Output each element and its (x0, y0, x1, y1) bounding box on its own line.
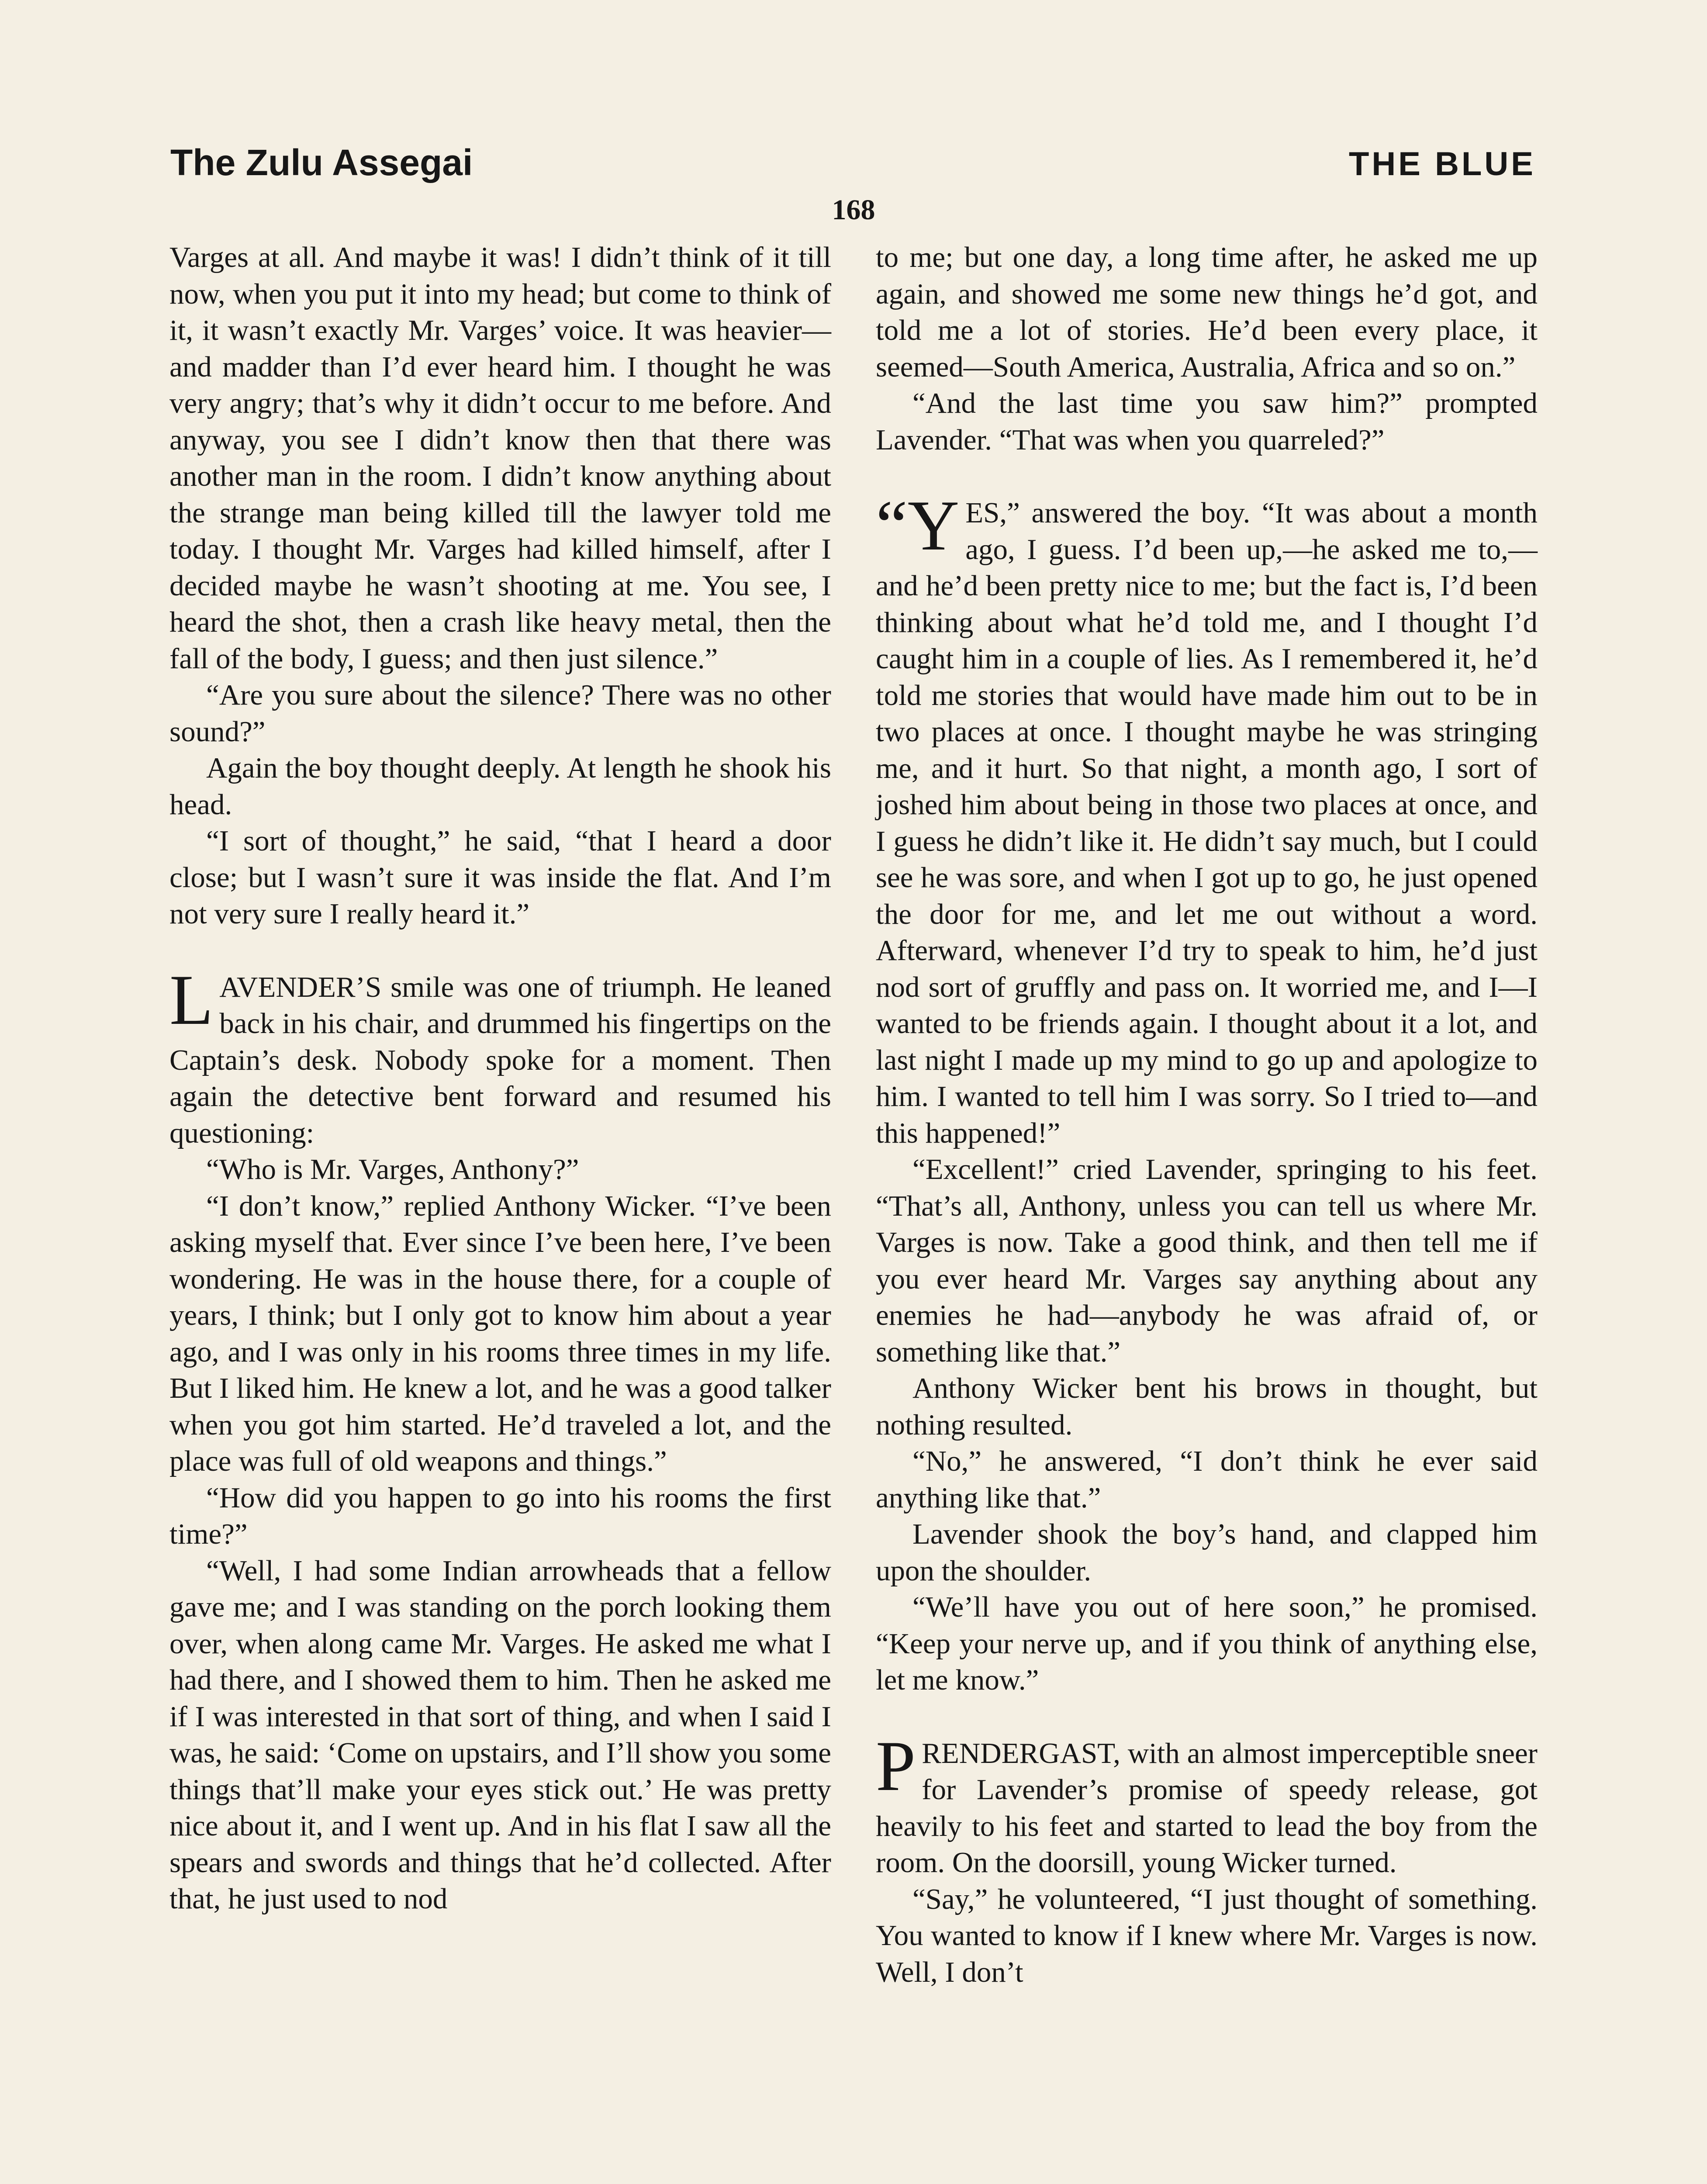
paragraph: “No,” he answered, “I don’t think he ever said anything like that.” (876, 1445, 1538, 1514)
paragraph: “Who is Mr. Varges, Anthony?” (206, 1153, 579, 1185)
drop-cap: L (169, 960, 214, 1040)
paragraph: “I don’t know,” replied Anthony Wicker. “I’ve been asking myself that. Ever since I’ve been here, I’ve been wondering. He was in the house there, for a couple of years, I think; but I only got to know him about a year ago, and I was only in his rooms three times in my life. But I liked him. He knew a lot, and he was a good talker when you got him started. He’d traveled a lot, and the place was full of old weapons and things.” (169, 1189, 831, 1477)
section-paragraph (169, 960, 831, 1152)
paragraph: “I sort of thought,” he said, “that I heard a door close; but I wasn’t sure it was inside the flat. And I’m not very sure I really heard it.” (169, 825, 831, 930)
drop-cap: “Y (876, 486, 960, 565)
paragraph: “Well, I had some Indian arrowheads that a fellow gave me; and I was standing on the porch looking them over, when along came Mr. Varges. He asked me what I had there, and I showed them to him. Then he asked me if I was interested in that sort of thing, and when I said I was, he said: ‘Come on upstairs, and I’ll show you some things that’ll make your eyes stick out.’ He was pretty nice about it, and I went up. And in his flat I saw all the spears and swords and things that he’d collected. After that, he just used to nod (169, 1554, 831, 1915)
paragraph-text: ES,” answered the boy. “It was about a month ago, I guess. I’d been up,—he asked me to,—and he’d been pretty nice to me; but the fact is, I’d been thinking about what he’d told me, and I thought I’d caught him in a couple of lies. As I remembered it, he’d told me stories that would have made him out to be in two places at once. I thought maybe he was stringing me, and it hurt. So that night, a month ago, I sort of joshed him about being in those two places at once, and I guess he didn’t like it. He didn’t say much, but I could see he was sore, and when I got up to go, he just opened the door for me, and let me out without a word. Afterward, whenever I’d try to speak to him, he’d just nod sort of gruffly and pass on. It worried me, and I—I wanted to be friends again. I thought about it a lot, and last night I made up my mind to go up and apologize to him. I wanted to tell him I was sorry. So I tried to—and this happened!” (876, 497, 1538, 1149)
section-paragraph (876, 486, 1538, 1151)
left-column (169, 239, 831, 1918)
paragraph: Varges at all. And maybe it was! I didn’t think of it till now, when you put it into my head; but come to think of it, it wasn’t exactly Mr. Varges’ voice. It was heavier—and madder than I’d ever heard him. I thought he was very angry; that’s why it didn’t occur to me before. And anyway, you see I didn’t know then that there was another man in the room. I didn’t know anything about the strange man being killed till the lawyer told me today. I thought Mr. Varges had killed himself, after I decided maybe he wasn’t shooting at me. You see, I heard the shot, then a crash like heavy metal, then the fall of the body, I guess; and then just silence.” (169, 241, 831, 675)
section-paragraph (876, 1726, 1538, 1881)
paragraph: Anthony Wicker bent his brows in thought, but nothing resulted. (876, 1372, 1538, 1441)
page-number: 168 (832, 194, 875, 226)
story-title: The Zulu Assegai (170, 142, 473, 183)
paragraph: to me; but one day, a long time after, he asked me up again, and showed me some new things he’d got, and told me a lot of stories. He’d been every place, it seemed—South America, Australia, Africa and so on.” (876, 241, 1538, 383)
paragraph: Lavender shook the boy’s hand, and clapped him upon the shoulder. (876, 1518, 1538, 1587)
paragraph: “Are you sure about the silence? There was no other sound?” (169, 679, 831, 748)
magazine-name: THE BLUE (1349, 145, 1536, 183)
paragraph: “Say,” he volunteered, “I just thought of something. You wanted to know if I knew where Mr. Varges is now. Well, I don’t (876, 1883, 1538, 1988)
drop-cap: P (876, 1726, 916, 1806)
paragraph-text: AVENDER’S smile was one of triumph. He leaned back in his chair, and drummed his fingertips on the Captain’s desk. Nobody spoke for a moment. Then again the detective bent forward and resumed his questioning: (169, 971, 831, 1149)
paragraph: “And the last time you saw him?” prompted Lavender. “That was when you quarreled?” (876, 387, 1538, 456)
paragraph: “How did you happen to go into his rooms the first time?” (169, 1481, 831, 1550)
paragraph: “We’ll have you out of here soon,” he promised. “Keep your nerve up, and if you think of anything else, let me know.” (876, 1591, 1538, 1696)
right-column (876, 239, 1538, 1990)
paragraph-text: RENDERGAST, with an almost imperceptible sneer for Lavender’s promise of speedy release, got heavily to his feet and started to lead the boy from the room. On the doorsill, young Wicker turned. (876, 1737, 1538, 1879)
paragraph: Again the boy thought deeply. At length he shook his head. (169, 752, 831, 821)
paragraph: “Excellent!” cried Lavender, springing to his feet. “That’s all, Anthony, unless you can tell us where Mr. Varges is now. Take a good think, and then tell me if you ever heard Mr. Varges say anything about any enemies he had—anybody he was afraid of, or something like that.” (876, 1153, 1538, 1368)
